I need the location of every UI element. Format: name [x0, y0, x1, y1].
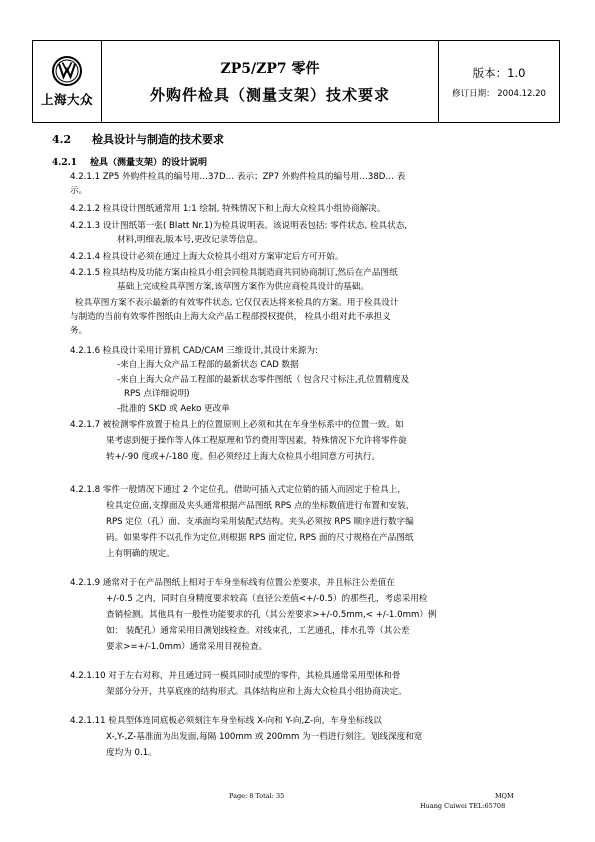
text-line: 4.2.1.1 ZP5 外购件检具的编号用…37D… 表示；ZP7 外购件检具的编号用…38D… 表	[70, 172, 406, 182]
text-line: 4.2.1.2 检具设计图纸通常用 1:1 绘制, 特殊情况下和上海大众检具小组协商解决。	[70, 204, 386, 214]
footer-mqm: MQM	[495, 792, 514, 800]
text-line: 务。	[70, 326, 88, 336]
text-line: 4.2.1.11 检具型体连同底板必须刻注车身坐标线 X-向和 Y-向,Z-向，车身坐标线以	[70, 716, 382, 726]
doc-title-line1: ZP5/ZP7 零件	[220, 61, 320, 77]
subsection-heading	[52, 155, 207, 168]
text-line: 材料,明细表,版本号,更改记录等信息。	[117, 235, 263, 245]
text-line: 度均为 0.1。	[106, 748, 157, 758]
text-line: 4.2.1.9 通常对于在产品图纸上相对于车身坐标线有位置公差要求，并且标注公差值在	[70, 578, 395, 588]
text-line: 4.2.1.5 检具结构及功能方案由检具小组会同检具制造商共同协商制订,然后在产品图纸	[70, 268, 398, 278]
text-line: -来自上海大众产品工程部的最新状态零件图纸（ 包含尺寸标注,孔位置精度及	[117, 375, 410, 385]
text-line: -批准的 SKD 或 Aeko 更改单	[117, 404, 230, 414]
text-line: 与制造的当前有效零件图纸由上海大众产品工程部授权提供， 检具小组对此不承担义	[70, 312, 391, 322]
section-number: 4.2	[52, 133, 72, 146]
doc-title-line2: 外购件检具（测量支架）技术要求	[149, 86, 390, 104]
text-line: 转+/-90 度或+/-180 度。但必须经过上海大众检具小组同意方可执行。	[106, 452, 381, 462]
section-title: 检具设计与制造的技术要求	[92, 133, 224, 146]
text-line: 4.2.1.6 检具设计采用计算机 CAD/CAM 三维设计,其设计来源为:	[70, 346, 318, 356]
document-header	[32, 40, 560, 123]
company-name: 上海大众	[40, 91, 93, 107]
text-line: 4.2.1.10 对于左右对称，并且通过同一模具同时成型的零件，其检具通常采用型体和骨	[70, 671, 401, 681]
subsection-title: 检具（测量支架）的设计说明	[90, 158, 208, 168]
text-line: 示。	[70, 186, 88, 196]
text-line: 上有明确的规定。	[106, 549, 175, 559]
logo-cell	[33, 41, 102, 123]
text-line: 4.2.1.7 被检测零件放置于检具上的位置原则上必须和其在车身坐标系中的位置一致。如	[70, 420, 404, 430]
footer-author: Huang Cuiwei TEL:65708	[420, 802, 506, 810]
text-line: 查销检测。其他具有一般性功能要求的孔（其公差要求>+/-0.5mm,< +/-1.0mm）例	[106, 610, 437, 620]
text-line: 码。如果零件不以孔作为定位,则根据 RPS 面定位, RPS 面的尺寸规格在产品图纸	[106, 533, 414, 543]
text-line: RPS 点详细说明)	[124, 389, 190, 399]
text-line: 4.2.1.4 检具设计必须在通过上海大众检具小组对方案审定后方可开始。	[70, 252, 344, 262]
text-line: 果考虑到便于操作等人体工程原理和节约费用等因素，特殊情况下允许将零件旋	[106, 436, 407, 446]
text-line: 架部分分开，共享底座的结构形式。具体结构应和上海大众检具小组协商决定。	[106, 687, 407, 697]
text-line: 检具定位面,支撑面及夹头通常根据产品图纸 RPS 点的坐标数值进行布置和安装，	[106, 501, 415, 511]
subsection-number: 4.2.1	[52, 158, 78, 168]
text-line: 4.2.1.3 设计图纸第一张( Blatt Nr.1)为检具说明表。该说明表包括: 零件状态, 检具状态,	[70, 221, 408, 231]
revision-date: 修订日期： 2004.12.20	[452, 88, 546, 99]
text-line: +/-0.5 之内，同时自身精度要求较高（直径公差值<+/-0.5）的那些孔，考虑采用检	[106, 594, 428, 604]
text-line: 检具草图方案不表示最新的有效零件状态, 它仅仅表达将来检具的方案。用于检具设计	[75, 298, 399, 308]
text-line: 4.2.1.8 零件一般情况下通过 2 个定位孔，借助可插入式定位销的插入而固定于检具上，	[70, 485, 406, 495]
text-line: 如： 装配孔）通常采用目测划线检查。对线束孔，工艺通孔，排水孔等（其公差	[106, 626, 410, 636]
text-line: -来自上海大众产品工程部的最新状态 CAD 数据	[117, 360, 299, 370]
version-cell	[439, 41, 560, 123]
text-line: RPS 定位（孔）面、支承面均采用装配式结构。夹头必须按 RPS 顺序进行数字编	[106, 517, 414, 527]
text-line: 要求>=+/-1.0mm）通常采用目视检查。	[106, 642, 268, 652]
text-line: 基础上完成检具草图方案,该草图方案作为供应商检具设计的基础。	[117, 282, 369, 292]
title-cell	[102, 41, 439, 123]
vw-logo-icon	[52, 56, 82, 86]
section-heading	[52, 131, 224, 147]
text-line: X-,Y-,Z-基准面为出发面,每隔 100mm 或 200mm 为一档进行刻注。划线深度和宽	[106, 732, 423, 742]
page-number: Page: 8 Total: 35	[229, 792, 285, 800]
version-label: 版本：1.0	[472, 65, 526, 80]
